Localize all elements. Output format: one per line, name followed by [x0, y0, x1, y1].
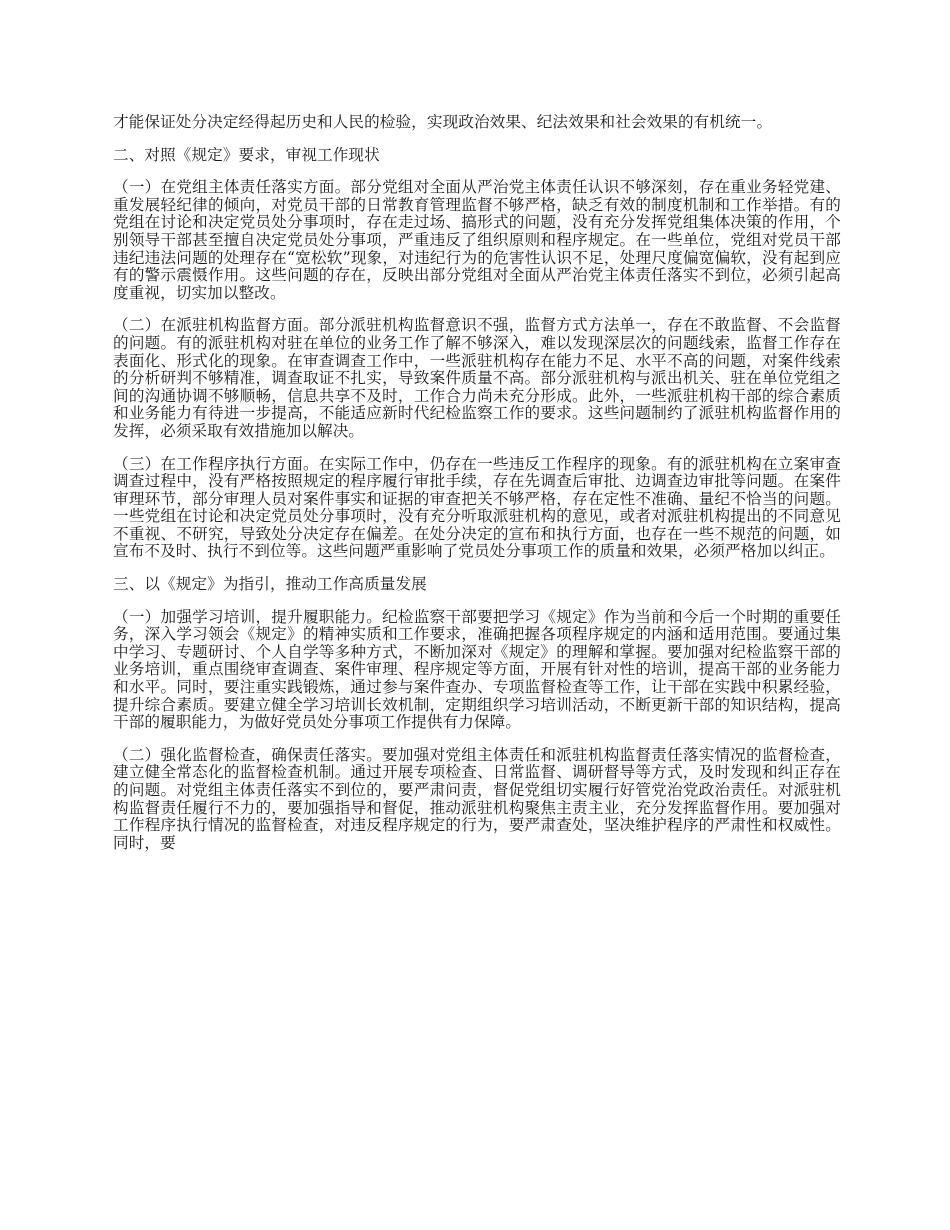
- document-page: [113, 114, 841, 867]
- paragraph-supervision-inspection: （二）强化监督检查，确保责任落实。要加强对党组主体责任和派驻机构监督责任落实情况的监督检查，建立健全常态化的监督检查机制。通过开展专项检查、日常监督、调研督导等方式，及时发现和纠正存在的问题。对党组主体责任落实不到位的，要严肃问责，督促党组切实履行好管党治党政治责任。对派驻机构监督责任履行不力的，要加强指导和督促，推动派驻机构聚焦主责主业，充分发挥监督作用。要加强对工作程序执行情况的监督检查，对违反程序规定的行为，要严肃查处，坚决维护程序的严肃性和权威性。同时，要: [113, 745, 841, 852]
- paragraph-conclusion: 才能保证处分决定经得起历史和人民的检验，实现政治效果、纪法效果和社会效果的有机统一。: [113, 113, 773, 131]
- section-heading-2: 二、对照《规定》要求，审视工作现状: [113, 145, 380, 164]
- paragraph-party-group-responsibility: （一）在党组主体责任落实方面。部分党组对全面从严治党主体责任认识不够深刻，存在重业务轻党建、重发展轻纪律的倾向，对党员干部的日常教育管理监督不够严格，缺乏有效的制度机制和工作举措。有的党组在讨论和决定党员处分事项时，存在走过场、搞形式的问题，没有充分发挥党组集体决策的作用，个别领导干部甚至擅自决定党员处分事项，严重违反了组织原则和程序规定。在一些单位，党组对党员干部违纪违法问题的处理存在“宽松软”现象，对违纪行为的危害性认识不足，处理尺度偏宽偏软，没有起到应有的警示震慑作用。这些问题的存在，反映出部分党组对全面从严治党主体责任落实不到位，必须引起高度重视，切实加以整改。: [113, 178, 841, 302]
- paragraph-stationed-supervision: （二）在派驻机构监督方面。部分派驻机构监督意识不强，监督方式方法单一，存在不敢监督、不会监督的问题。有的派驻机构对驻在单位的业务工作了解不够深入，难以发现深层次的问题线索，监督工作存在表面化、形式化的现象。在审查调查工作中，一些派驻机构存在能力不足、水平不高的问题，对案件线索的分析研判不够精准，调查取证不扎实，导致案件质量不高。部分派驻机构与派出机关、驻在单位党组之间的沟通协调不够顺畅，信息共享不及时，工作合力尚未充分形成。此外，一些派驻机构干部的综合素质和业务能力有待进一步提高，不能适应新时代纪检监察工作的要求。这些问题制约了派驻机构监督作用的发挥，必须采取有效措施加以解决。: [113, 316, 841, 440]
- paragraph-study-training: （一）加强学习培训，提升履职能力。纪检监察干部要把学习《规定》作为当前和今后一个时期的重要任务，深入学习领会《规定》的精神实质和工作要求，准确把握各项程序规定的内涵和适用范围。要通过集中学习、专题研讨、个人自学等多种方式，不断加深对《规定》的理解和掌握。要加强对纪检监察干部的业务培训，重点围绕审查调查、案件审理、程序规定等方面，开展有针对性的培训，提高干部的业务能力和水平。同时，要注重实践锻炼，通过参与案件查办、专项监督检查等工作，让干部在实践中积累经验，提升综合素质。要建立健全学习培训长效机制，定期组织学习培训活动，不断更新干部的知识结构，提高干部的履职能力，为做好党员处分事项工作提供有力保障。: [113, 607, 841, 732]
- paragraph-procedure-execution: （三）在工作程序执行方面。在实际工作中，仍存在一些违反工作程序的现象。有的派驻机构在立案审查调查过程中，没有严格按照规定的程序履行审批手续，存在先调查后审批、边调查边审批等问题。在案件审理环节，部分审理人员对案件事实和证据的审查把关不够严格，存在定性不准确、量纪不恰当的问题。一些党组在讨论和决定党员处分事项时，没有充分听取派驻机构的意见，或者对派驻机构提出的不同意见不重视、不研究，导致处分决定存在偏差。在处分决定的宣布和执行方面，也存在一些不规范的问题，如宣布不及时、执行不到位等。这些问题严重影响了党员处分事项工作的质量和效果，必须严格加以纠正。: [113, 454, 841, 561]
- section-heading-3: 三、以《规定》为指引，推动工作高质量发展: [113, 575, 427, 594]
